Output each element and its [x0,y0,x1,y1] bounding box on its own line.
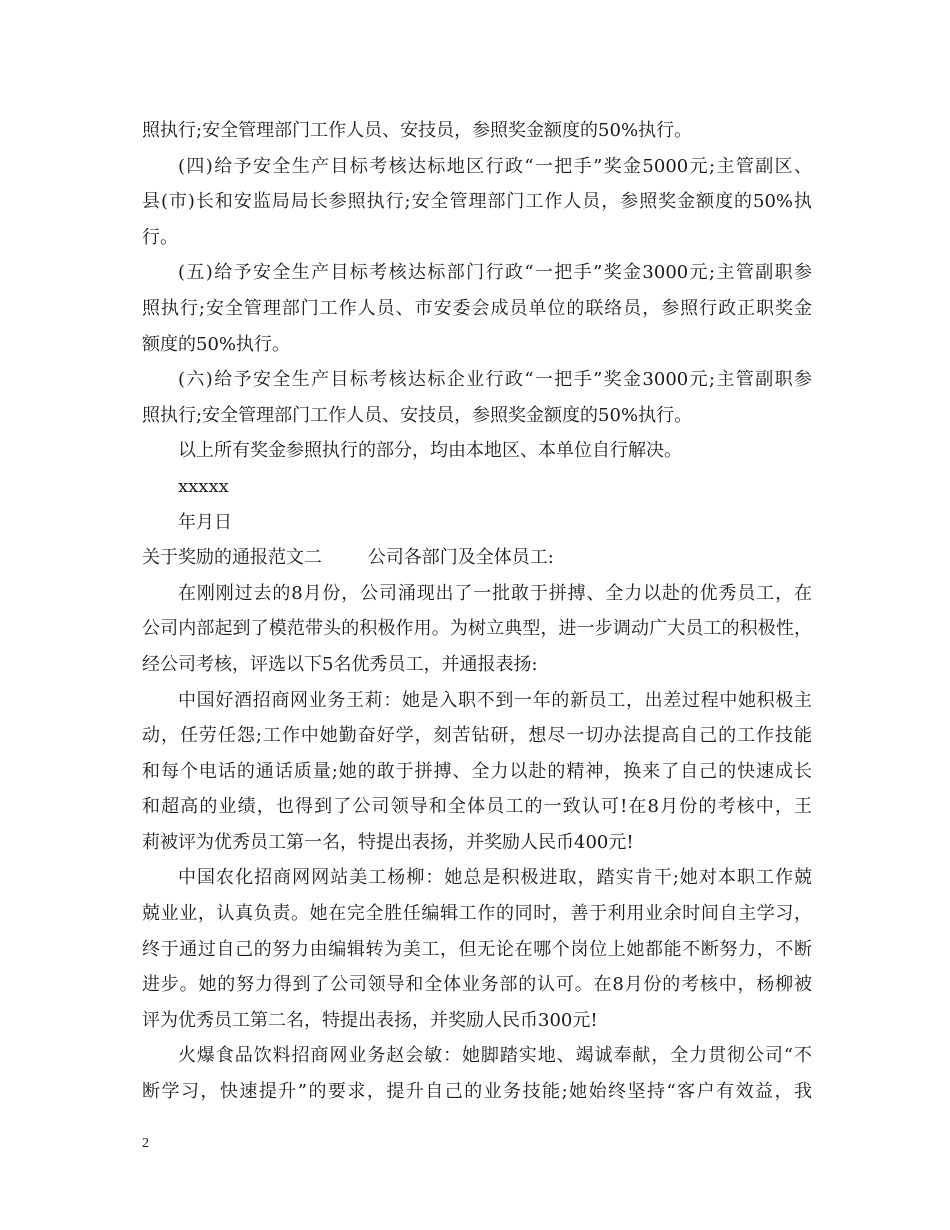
page-number: 2 [142,1136,149,1151]
text-line: 照执行;安全管理部门工作人员、安技员，参照奖金额度的50%执行。 [142,404,693,426]
text-line: (六)给予安全生产目标考核达标企业行政“一把手”奖金3000元;主管副职参 [178,369,812,391]
text-line: 经公司考核，评选以下5名优秀员工，并通报表扬: [142,653,538,675]
text-line: (五)给予安全生产目标考核达标部门行政“一把手”奖金3000元;主管副职参 [178,262,812,284]
text-line: 照执行;安全管理部门工作人员、安技员，参照奖金额度的50%执行。 [142,120,693,141]
text-line: 公司内部起到了模范带头的积极作用。为树立典型，进一步调动广大员工的积极性， [142,618,812,640]
text-line: 中国农化招商网网站美工杨柳：她总是积极进取，踏实肯干;她对本职工作兢 [178,867,812,889]
text-line: 进步。她的努力得到了公司领导和全体业务部的认可。在8月份的考核中，杨柳被 [142,974,812,996]
text-line: 火爆食品饮料招商网业务赵会敏：她脚踏实地、竭诚奉献，全力贯彻公司“不 [178,1045,812,1067]
text-line: 评为优秀员工第二名，特提出表扬，并奖励人民币300元! [142,1009,598,1031]
document-body [142,113,812,1110]
text-line: 行。 [142,226,178,248]
text-line: 中国好酒招商网业务王莉：她是入职不到一年的新员工，出差过程中她积极主 [178,689,812,711]
text-line: 终于通过自己的努力由编辑转为美工，但无论在哪个岗位上她都能不断努力，不断 [142,938,812,960]
text-line: 县(市)长和安监局局长参照执行;安全管理部门工作人员，参照奖金额度的50%执 [142,191,812,213]
text-line: 年月日 [178,511,232,533]
text-line: 和每个电话的通话质量;她的敢于拼搏、全力以赴的精神，换来了自己的快速成长 [142,760,812,782]
text-line: 照执行;安全管理部门工作人员、市安委会成员单位的联络员，参照行政正职奖金 [142,297,812,319]
text-line: xxxxx [178,475,229,497]
text-line: (四)给予安全生产目标考核达标地区行政“一把手”奖金5000元;主管副区、 [178,155,812,177]
text-line: 以上所有奖金参照执行的部分，均由本地区、本单位自行解决。 [178,440,682,462]
text-line: 关于奖励的通报范文二 公司各部门及全体员工: [142,547,554,569]
text-line: 莉被评为优秀员工第一名，特提出表扬，并奖励人民币400元! [142,831,634,853]
text-line: 在刚刚过去的8月份，公司涌现出了一批敢于拼搏、全力以赴的优秀员工，在 [178,582,812,604]
text-line: 兢业业，认真负责。她在完全胜任编辑工作的同时，善于利用业余时间自主学习， [142,903,812,925]
text-line: 断学习，快速提升”的要求，提升自己的业务技能;她始终坚持“客户有效益，我 [142,1081,812,1103]
text-line: 动，任劳任怨;工作中她勤奋好学，刻苦钻研，想尽一切办法提高自己的工作技能 [142,725,812,747]
text-line: 和超高的业绩，也得到了公司领导和全体员工的一致认可!在8月份的考核中，王 [142,796,812,818]
text-line: 额度的50%执行。 [142,333,291,355]
